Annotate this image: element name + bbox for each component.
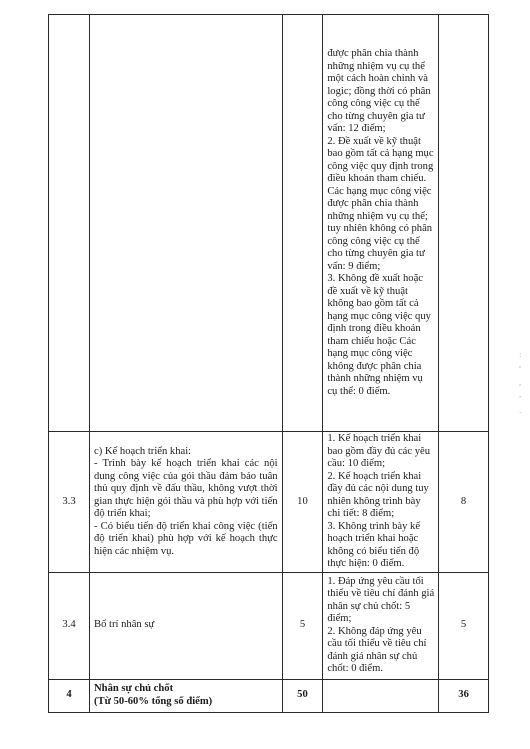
detail-line: một cách hoàn chỉnh và [327, 73, 428, 84]
detail-line: 3. Không đề xuất hoặc [327, 273, 423, 284]
row-number-cell: 4 [49, 679, 90, 712]
detail-line: hạng mục công việc [327, 348, 413, 359]
max-score-cell: 5 [282, 572, 323, 679]
detail-line: bao gồm tất cả hạng mục [327, 148, 434, 159]
detail-line: 1. Kế hoạch triển khai [327, 433, 422, 444]
detail-line: công công việc cụ thể [327, 235, 420, 247]
table-row [49, 572, 489, 679]
detail-line: thực hiện: 0 điểm. [327, 558, 405, 569]
detail-line: cho từng chuyên gia tư [327, 248, 425, 259]
detail-line: cụ thể: 0 điểm. [327, 385, 391, 397]
criteria-heading: Nhân sự chủ chốt [94, 683, 174, 694]
detail-line: cho từng chuyên gia tư [327, 110, 425, 122]
detail-line: 2. Kế hoạch triển khai [327, 470, 422, 482]
detail-line: định trong điều khoản [327, 323, 421, 334]
detail-line: chi tiết: 8 điểm; [327, 508, 395, 519]
detail-line: không có biểu tiến độ [327, 545, 420, 557]
detail-line: logic; đồng thời có phân [327, 85, 431, 97]
row-number-cell [49, 15, 90, 432]
detail-line: bao gồm đầy đủ các yêu [327, 445, 431, 457]
detail-line: những nhiệm vụ cụ thể [327, 60, 425, 72]
detail-line: công công việc cụ thể [327, 98, 420, 109]
detail-line: 3. Không trình bày kế [327, 520, 421, 532]
detail-line: điều khoản tham chiếu. [327, 173, 427, 184]
min-score-cell: 8 [439, 432, 489, 573]
detail-line: vấn: 9 điểm; [327, 260, 381, 272]
min-score-cell: 36 [439, 679, 489, 712]
detail-line: thiểu về tiêu chí đánh giá [327, 588, 435, 599]
row-number-cell: 3.3 [49, 432, 90, 573]
scoring-table [48, 14, 489, 713]
table-row [49, 15, 489, 432]
detail-line: tham chiếu hoặc Các [327, 335, 416, 347]
criteria-subheading: (Từ 50-60% tổng số điểm) [94, 695, 213, 707]
detail-line: được phân chia thành [327, 48, 419, 59]
detail-line: cầu tối thiểu về tiêu chí [327, 638, 427, 649]
detail-line: vấn: 12 điểm; [327, 123, 386, 134]
detail-line: hoạch triển khai hoặc [327, 533, 419, 544]
scan-margin-marks: : ' , - . [519, 351, 522, 415]
min-score-cell: 5 [439, 572, 489, 679]
criteria-line: Bố trí nhân sự [94, 619, 155, 631]
table-row [49, 679, 489, 712]
detail-line: thành những nhiệm vụ [327, 373, 423, 384]
scoring-detail-cell [323, 15, 439, 432]
scoring-detail-cell [323, 432, 439, 573]
detail-line: hạng mục công việc quy [327, 310, 431, 322]
max-score-cell [282, 15, 323, 432]
min-score-cell [439, 15, 489, 432]
criteria-cell [90, 572, 283, 679]
detail-line: đề xuất về kỹ thuật [327, 285, 408, 297]
table-row [49, 432, 489, 573]
criteria-heading: c) Kế hoạch triển khai: [94, 445, 192, 457]
detail-line: Các hạng mục công việc [327, 185, 432, 197]
criteria-cell [90, 679, 283, 712]
detail-line: điểm; [327, 613, 352, 624]
detail-line: 1. Đáp ứng yêu cầu tối [327, 575, 424, 587]
detail-line: tuy nhiên không có phân [327, 223, 433, 234]
detail-line: đầy đủ các nội dung tuy [327, 483, 429, 494]
detail-line: đánh giá nhân sự chủ [327, 650, 418, 662]
detail-line: 2. Đề xuất về kỹ thuật [327, 135, 421, 147]
detail-line: chốt: 0 điểm. [327, 663, 383, 674]
detail-line: được phân chia thành [327, 198, 419, 209]
criteria-line: - Trình bày kế hoạch triển khai các nội dung công việc của gói thầu đảm bảo tuân thủ quy định về đấu thầu, không vượt thời gian thực hiện gói thầu và phù hợp với tiến độ triển khai; [94, 458, 278, 519]
detail-line: những nhiệm vụ cụ thể; [327, 210, 428, 222]
detail-line: không được phân chia [327, 360, 422, 372]
scoring-detail-cell [323, 679, 439, 712]
detail-line: công việc quy định trong [327, 160, 434, 172]
criteria-line: - Có biểu tiến độ triển khai công việc (tiến độ triển khai) phù hợp với kế hoạch thực hiện các nhiệm vụ. [94, 520, 278, 557]
detail-line: cầu: 10 điểm; [327, 458, 386, 469]
scoring-detail-cell [323, 572, 439, 679]
detail-line: không bao gồm tất cả [327, 298, 419, 309]
detail-line: 2. Không đáp ứng yêu [327, 625, 422, 637]
detail-line: nhiên không trình bày [327, 495, 421, 507]
row-number-cell: 3.4 [49, 572, 90, 679]
criteria-cell [90, 15, 283, 432]
max-score-cell: 10 [282, 432, 323, 573]
criteria-cell [90, 432, 283, 573]
detail-line: nhân sự chủ chốt: 5 [327, 600, 411, 612]
max-score-cell: 50 [282, 679, 323, 712]
